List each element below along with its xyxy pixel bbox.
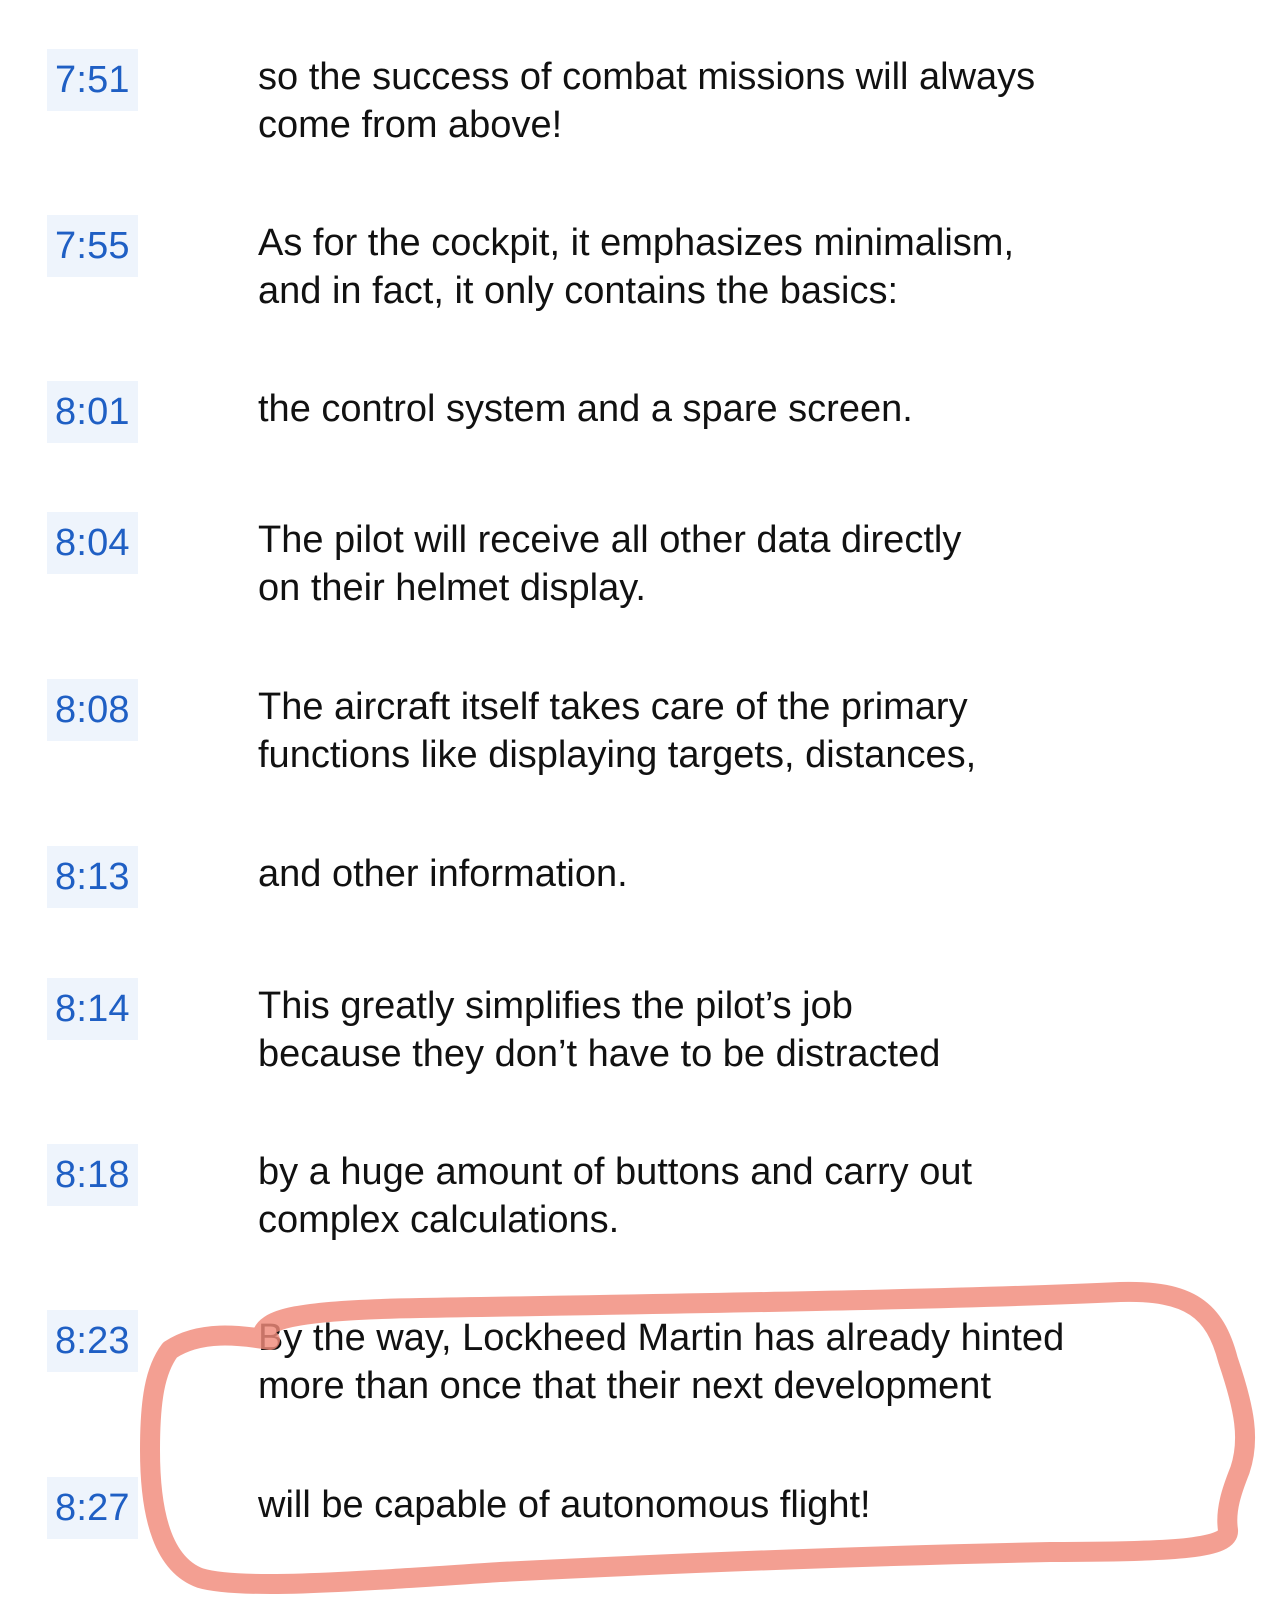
transcript-row [0,512,1283,632]
transcript-row [0,846,1283,966]
transcript-row [0,978,1283,1098]
caption-text [258,683,1238,779]
caption-line: The pilot will receive all other data directly [258,519,962,561]
timestamp-link[interactable]: 7:55 [47,215,138,277]
caption-text [258,1481,1238,1529]
caption-line: because they don’t have to be distracted [258,1033,941,1075]
caption-line: functions like displaying targets, distances, [258,734,977,776]
transcript-row [0,1144,1283,1264]
caption-line: complex calculations. [258,1199,620,1241]
timestamp-link[interactable]: 8:23 [47,1310,138,1372]
caption-line: and other information. [258,853,628,895]
caption-text [258,53,1238,149]
caption-line: and in fact, it only contains the basics: [258,270,899,312]
caption-line: more than once that their next development [258,1365,992,1407]
caption-line: come from above! [258,104,563,146]
caption-text [258,516,1238,612]
caption-line: will be capable of autonomous flight! [258,1484,871,1526]
caption-text [258,1148,1238,1244]
transcript-row [0,1477,1283,1597]
transcript-row [0,1310,1283,1430]
caption-line: By the way, Lockheed Martin has already hinted [258,1317,1065,1359]
caption-text [258,385,1238,433]
caption-text [258,982,1238,1078]
timestamp-link[interactable]: 8:04 [47,512,138,574]
caption-line: by a huge amount of buttons and carry out [258,1151,973,1193]
caption-text [258,219,1238,315]
transcript-row [0,679,1283,799]
timestamp-link[interactable]: 8:01 [47,381,138,443]
caption-line: The aircraft itself takes care of the primary [258,686,968,728]
timestamp-link[interactable]: 8:08 [47,679,138,741]
caption-line: As for the cockpit, it emphasizes minimalism, [258,222,1015,264]
timestamp-link[interactable]: 7:51 [47,49,138,111]
caption-text [258,850,1238,898]
timestamp-link[interactable]: 8:13 [47,846,138,908]
caption-text [258,1314,1238,1410]
caption-line: This greatly simplifies the pilot’s job [258,985,853,1027]
timestamp-link[interactable]: 8:14 [47,978,138,1040]
timestamp-link[interactable]: 8:18 [47,1144,138,1206]
caption-line: so the success of combat missions will always [258,56,1036,98]
transcript-row [0,215,1283,335]
timestamp-link[interactable]: 8:27 [47,1477,138,1539]
caption-line: on their helmet display. [258,567,646,609]
transcript-row [0,381,1283,501]
caption-line: the control system and a spare screen. [258,388,913,430]
transcript-row [0,49,1283,169]
